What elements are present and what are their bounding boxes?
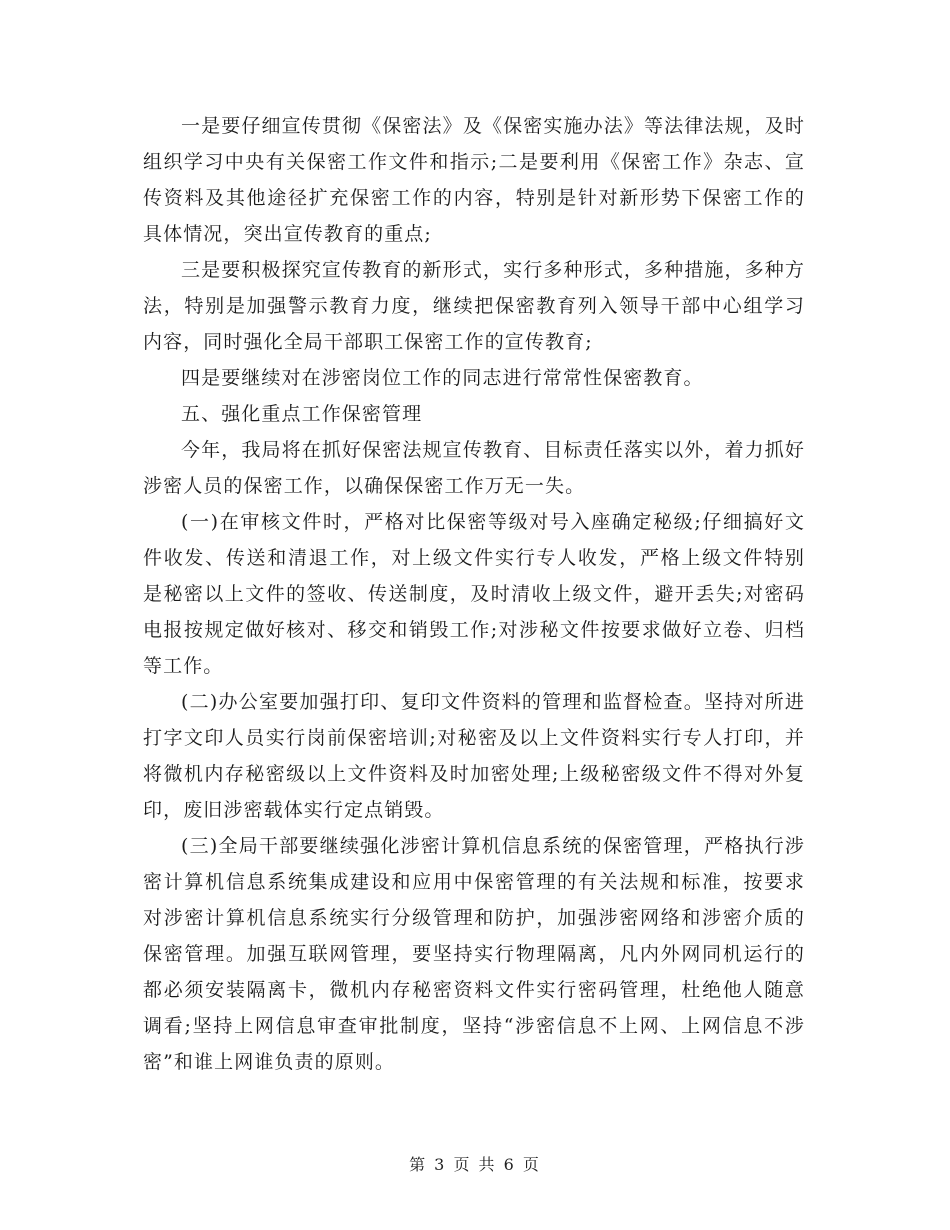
paragraph-publicity-1-2: 一是要仔细宣传贯彻《保密法》及《保密实施办法》等法律法规，及时组织学习中央有关保密工作文件和指示;二是要利用《保密工作》杂志、宣传资料及其他途径扩充保密工作的内容，特别是针对新形势下保密工作的具体情况，突出宣传教育的重点; (143, 115, 805, 245)
section-heading-5: 五、强化重点工作保密管理 (181, 403, 423, 425)
paragraph-item-2: (二)办公室要加强打印、复印文件资料的管理和监督检查。坚持对所进打字文印人员实行岗前保密培训;对秘密及以上文件资料实行专人打印，并将微机内存秘密级以上文件资料及时加密处理;上级秘密级文件不得对外复印，废旧涉密载体实行定点销毁。 (143, 691, 805, 821)
paragraph-intro: 今年，我局将在抓好保密法规宣传教育、目标责任落实以外，着力抓好涉密人员的保密工作，以确保保密工作万无一失。 (143, 439, 805, 497)
paragraph-item-1: (一)在审核文件时，严格对比保密等级对号入座确定秘级;仔细搞好文件收发、传送和清退工作，对上级文件实行专人收发，严格上级文件特别是秘密以上文件的签收、传送制度，及时清收上级文件，避开丢失;对密码电报按规定做好核对、移交和销毁工作;对涉秘文件按要求做好立卷、归档等工作。 (143, 511, 805, 677)
document-body (143, 108, 805, 1080)
paragraph-publicity-3: 三是要积极探究宣传教育的新形式，实行多种形式，多种措施，多种方法，特别是加强警示教育力度，继续把保密教育列入领导干部中心组学习内容，同时强化全局干部职工保密工作的宣传教育; (143, 259, 805, 353)
paragraph-item-3: (三)全局干部要继续强化涉密计算机信息系统的保密管理，严格执行涉密计算机信息系统集成建设和应用中保密管理的有关法规和标准，按要求对涉密计算机信息系统实行分级管理和防护，加强涉密网络和涉密介质的保密管理。加强互联网管理，要坚持实行物理隔离，凡内外网同机运行的都必须安装隔离卡，微机内存秘密资料文件实行密码管理，杜绝他人随意调看;坚持上网信息审查审批制度，坚持“涉密信息不上网、上网信息不涉密”和谁上网谁负责的原则。 (143, 835, 805, 1073)
page-number-footer: 第 3 页 共 6 页 (409, 1155, 541, 1174)
paragraph-publicity-4: 四是要继续对在涉密岗位工作的同志进行常常性保密教育。 (181, 367, 704, 389)
